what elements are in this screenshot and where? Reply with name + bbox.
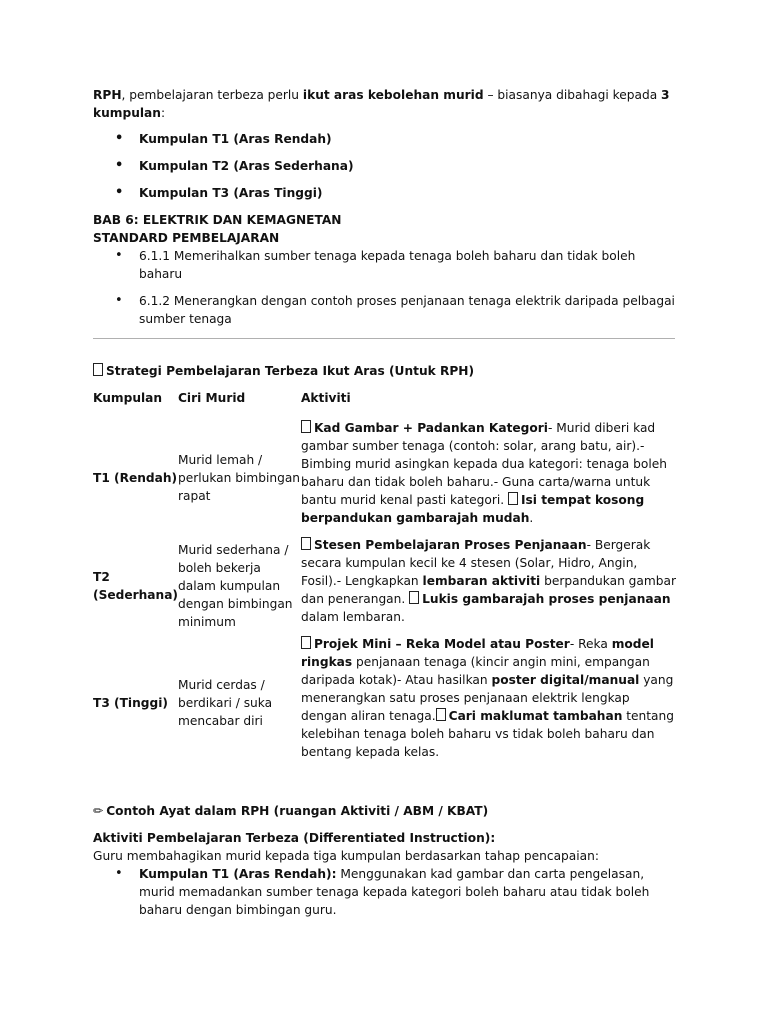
intro-rph: RPH xyxy=(93,88,122,102)
activity-bold-3: Lukis gambarajah proses penjanaan xyxy=(422,592,671,606)
group-list xyxy=(93,130,678,202)
missing-glyph-box-icon xyxy=(436,708,446,721)
table-row xyxy=(93,536,678,635)
missing-glyph-box-icon xyxy=(409,591,419,604)
activity-bold-3: poster digital/manual xyxy=(491,673,640,687)
activity-text: - Reka xyxy=(569,637,612,651)
intro-text-1: , pembelajaran terbeza perlu xyxy=(121,88,303,102)
group-item-t3: • Kumpulan T3 (Aras Tinggi) xyxy=(93,184,678,202)
activity-bold-2: lembaran aktiviti xyxy=(422,574,541,588)
missing-glyph-box-icon xyxy=(301,420,311,433)
activity-end: tentang kelebihan tenaga boleh baharu vs tidak boleh baharu dan bentang kepada kelas. xyxy=(300,709,674,759)
activity-bold-2: model ringkas xyxy=(300,637,654,669)
intro-bold-1: ikut aras kebolehan murid xyxy=(302,88,484,102)
missing-glyph-box-icon xyxy=(508,492,518,505)
activity-bold: Projek Mini – Reka Model atau Poster xyxy=(313,637,570,651)
example-title xyxy=(93,802,678,820)
cell-traits: Murid sederhana / boleh bekerja dalam kumpulan dengan bimbingan minimum xyxy=(177,542,293,629)
strategy-table xyxy=(93,389,678,770)
intro-paragraph xyxy=(93,86,678,122)
di-item-text: Menggunakan kad gambar dan carta pengelasan, murid memadankan sumber tenaga kepada kategori boleh baharu atau tidak boleh baharu dengan bimbingan guru. xyxy=(139,867,650,917)
intro-text-3: : xyxy=(160,106,166,120)
standard-item-2: • 6.1.2 Menerangkan dengan contoh proses penjanaan tenaga elektrik daripada pelbagai sumber tenaga xyxy=(93,292,678,328)
activity-end: . xyxy=(529,511,534,525)
horizontal-divider xyxy=(93,338,675,339)
di-description: Guru membahagikan murid kepada tiga kumpulan berdasarkan tahap pencapaian: xyxy=(93,849,599,863)
group-item-t1: • Kumpulan T1 (Aras Rendah) xyxy=(93,130,678,148)
activity-text: - Bergerak secara kumpulan kecil ke 4 stesen (Solar, Hidro, Angin, Fosil).- Lengkapkan xyxy=(300,538,651,588)
standard-item-1: • 6.1.1 Memerihalkan sumber tenaga kepada tenaga boleh baharu dan tidak boleh baharu xyxy=(93,247,678,283)
di-item-t1 xyxy=(93,865,678,919)
cell-traits: Murid cerdas / berdikari / suka mencabar diri xyxy=(177,677,273,728)
cell-activity xyxy=(301,635,678,770)
strategy-title-text: Strategi Pembelajaran Terbeza Ikut Aras (Untuk RPH) xyxy=(106,364,475,378)
activity-end: dalam lembaran. xyxy=(300,610,405,624)
intro-text-2: – biasanya dibahagi kepada xyxy=(483,88,662,102)
missing-glyph-box-icon xyxy=(301,537,311,550)
activity-bold-4: Cari maklumat tambahan xyxy=(448,709,623,723)
activity-bold-2: Isi tempat kosong berpandukan gambarajah mudah xyxy=(300,493,645,525)
table-row xyxy=(93,419,678,536)
intro-bold-3: kumpulan xyxy=(93,106,161,120)
document-content xyxy=(93,86,678,919)
di-item-bold: Kumpulan T1 (Aras Rendah): xyxy=(139,867,337,881)
missing-glyph-box-icon xyxy=(93,363,103,376)
cell-group: T2 (Sederhana) xyxy=(93,569,178,602)
activity-text: - Murid diberi kad gambar sumber tenaga (contoh: solar, arang batu, air).- Bimbing murid asingkan kepada dua kategori: tenaga boleh baharu dan tidak boleh baharu.- Guna carta/warna untuk bantu murid kenal pasti kategori. xyxy=(300,421,667,507)
cell-group: T3 (Tinggi) xyxy=(93,695,168,710)
strategy-title xyxy=(93,362,678,380)
cell-activity xyxy=(301,419,678,536)
missing-glyph-box-icon xyxy=(301,636,311,649)
example-title-text: Contoh Ayat dalam RPH (ruangan Aktiviti / ABM / KBAT) xyxy=(106,804,489,818)
table-row xyxy=(93,635,678,770)
chapter-subtitle: STANDARD PEMBELAJARAN xyxy=(93,231,280,245)
cell-traits: Murid lemah / perlukan bimbingan rapat xyxy=(177,452,301,503)
activity-text-3: yang menerangkan satu proses penjanaan elektrik lengkap dengan aliran tenaga. xyxy=(300,673,674,723)
header-aktiviti: Aktiviti xyxy=(300,391,351,405)
activity-text-2: penjanaan tenaga (kincir angin mini, empangan daripada kotak)- Atau hasilkan xyxy=(300,655,650,687)
table-header-row xyxy=(93,389,678,419)
header-ciri-murid: Ciri Murid xyxy=(177,391,246,405)
group-item-t2: • Kumpulan T2 (Aras Sederhana) xyxy=(93,157,678,175)
activity-text-2: berpandukan gambar dan penerangan. xyxy=(300,574,676,606)
chapter-title: BAB 6: ELEKTRIK DAN KEMAGNETAN xyxy=(93,213,342,227)
cell-activity xyxy=(301,536,678,635)
di-title: Aktiviti Pembelajaran Terbeza (Differentiated Instruction): xyxy=(93,831,496,845)
intro-bold-2: 3 xyxy=(661,88,670,102)
activity-bold: Kad Gambar + Padankan Kategori xyxy=(313,421,548,435)
cell-group: T1 (Rendah) xyxy=(93,470,178,485)
activity-bold: Stesen Pembelajaran Proses Penjanaan xyxy=(313,538,587,552)
standards-list xyxy=(93,247,678,328)
pencil-icon: ✏ xyxy=(93,804,104,818)
di-list xyxy=(93,865,678,919)
header-kumpulan: Kumpulan xyxy=(93,391,163,405)
